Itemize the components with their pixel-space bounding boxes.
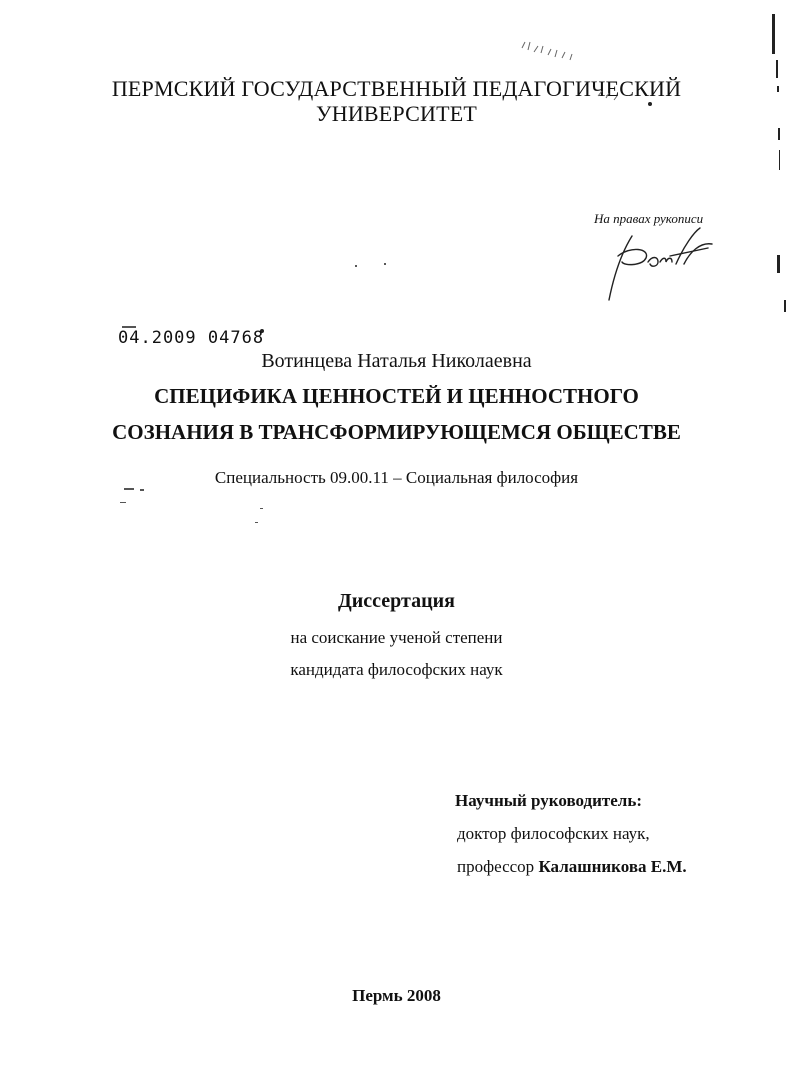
author-name: Вотинцева Наталья Николаевна — [261, 350, 532, 372]
supervisor-title: профессор — [457, 857, 535, 876]
specialty-line: Специальность 09.00.11 – Социальная философия — [214, 468, 579, 487]
university-name-line1: ПЕРМСКИЙ ГОСУДАРСТВЕННЫЙ ПЕДАГОГИЧЕСКИЙ — [111, 76, 682, 101]
faint-stamp-marks — [522, 42, 617, 100]
supervisor-degree: доктор философских наук, — [457, 824, 650, 843]
library-stamp-number: 04.2009 04768 — [118, 328, 265, 348]
supervisor-heading: Научный руководитель: — [455, 791, 642, 810]
university-name-line2: УНИВЕРСИТЕТ — [315, 101, 478, 126]
city-year: Пермь 2008 — [352, 986, 441, 1005]
scan-edge-noise — [260, 14, 786, 333]
work-type-heading: Диссертация — [338, 590, 455, 612]
manuscript-rights-note: На правах рукописи — [594, 211, 704, 226]
dissertation-title-line1: СПЕЦИФИКА ЦЕННОСТЕЙ И ЦЕННОСТНОГО — [154, 384, 639, 408]
dissertation-title-line2: СОЗНАНИЯ В ТРАНСФОРМИРУЮЩЕМСЯ ОБЩЕСТВЕ — [112, 420, 681, 444]
degree-line2: кандидата философских наук — [290, 660, 503, 679]
degree-line1: на соискание ученой степени — [290, 628, 503, 647]
supervisor-name: Калашникова Е.М. — [538, 857, 687, 876]
signature — [609, 228, 712, 300]
supervisor-name-line — [457, 857, 687, 877]
